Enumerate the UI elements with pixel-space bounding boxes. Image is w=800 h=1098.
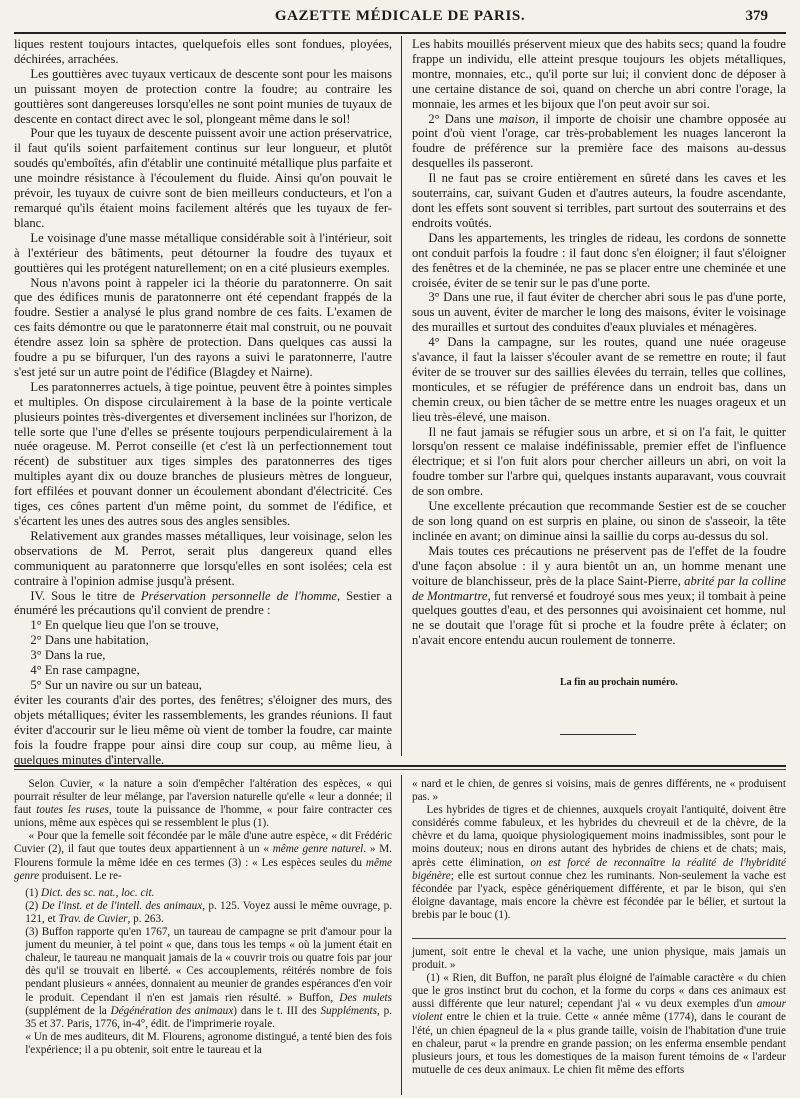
text: (2) [25, 899, 42, 912]
text: , il importe de choisir une chambre opposée au point d'où vient l'orage, car très-probablement les nuages lanceront la foudre de préférence sur la première face des maisons au-dessus desquelles ils passeront. [412, 111, 786, 171]
text: , fut renversé et foudroyé sous mes yeux; il tombait à peine quelques gouttes d'eau, et des personnes qui avoisinaient cet homme, nul ne se doutait que l'orage fût si proche et la foudre prête à éclater; on n'avait encore entendu aucun roulement de tonnerre. [412, 588, 786, 648]
italic-text: Dict. des sc. nat., loc. cit. [41, 886, 155, 899]
paragraph: « nard et le chien, de genres si voisins, mais de genres différents, ne « produisent pas. » [412, 778, 786, 804]
text: IV. Sous le titre de [30, 588, 141, 603]
paragraph [14, 589, 392, 619]
italic-text: Dégénération des animaux [110, 1004, 234, 1017]
paragraph: Les paratonnerres actuels, à tige pointue, peuvent être à pointes simples et multiples. On dispose circulairement à la base de la pointe verticale plusieurs pointes très-divergentes et diversement inclinées sur l'horizon, de telle sorte que l'une d'elles se présente toujours perpendiculairement à la nuée orageuse. M. Perrot conseille (et c'est là un perfectionnement tout récent) de substituer aux tiges simples des paratonnerres des tiges multiples ayant dix ou douze branches de plusieurs mètres de longueur, fort effilées et pouvant donner un écoulement abondant d'électricité. Ces tiges, ces cônes partent d'un même point, du sommet de l'édifice, et s'écartent les unes des autres sous des angles sensibles. [14, 379, 392, 528]
paragraph: Relativement aux grandes masses métalliques, leur voisinage, selon les observations de M. Perrot, serait plus dangereux quand elles communiquent au paratonnerre que lorsqu'elles en sont isolées; cela est contraire à l'opinion admise jusqu'à présent. [14, 528, 392, 588]
text: (1) « Rien, dit Buffon, ne paraît plus éloigné de l'aimable caractère « du chien que le gros instinct brut du cochon, et la forme du corps « dans ces animaux est aussi différente que leur naturel; cependant j'ai « vu deux exemples d'un [412, 972, 786, 1011]
footnote [14, 887, 392, 900]
list-item: 2° Dans une habitation, [30, 633, 149, 648]
text: Les hybrides de tigres et de chiennes, auxquels croyait l'antiquité, doivent être considérés comme fabuleux, et les hybrides du chevreuil et de la chèvre, de la chèvre et du lama, quoique physiologiquement moins inadmissibles, sont pour le moins douteux; nous en dirons autant des hybrides de chiens et de chats; mais, après cette élimination, [412, 804, 786, 869]
text: Selon Cuvier, « la nature a soin d'empêcher l'altération des espèces, « qui pourrait résulter de leur mélange, par l'aversion naturelle qu'elle « leur a donnée; il faut [14, 778, 392, 817]
article-end-rule [560, 734, 636, 735]
text: (1) [25, 886, 42, 899]
journal-title: GAZETTE MÉDICALE DE PARIS. [274, 8, 526, 24]
list-item: 3° Dans la rue, [30, 648, 106, 663]
text: produisent. Le re- [39, 869, 122, 882]
column-divider [401, 36, 402, 756]
paragraph: Pour que les tuyaux de descente puissent avoir une action préservatrice, il faut qu'ils soient parfaitement continus sur leur longueur, et plutôt soudés qu'emboîtés, afin d'établir une continuité métallique plus parfaite et une moindre résistance à l'écoulement du fluide. Ainsi qu'on pouvait le prévoir, les tuyaux de cuivre sont de bien meilleurs conducteurs, et l'on a remarqué qu'ils étaient moins facilement altérés que les tuyaux de fer-blanc. [14, 126, 392, 230]
italic-text: Des mulets [339, 991, 392, 1004]
paragraph: 3° Dans une rue, il faut éviter de chercher abri sous le pas d'une porte, sous un auvent, éviter de marcher le long des maisons, éviter le voisinage des murailles et surtout des conduites d'eaux pluviales et ménagères. [412, 290, 786, 335]
text: , toute la puissance de l'homme, « pour faire contracter ces unions, même aux espèces qui se ressemblent le plus (1). [14, 804, 392, 830]
paragraph: Les gouttières avec tuyaux verticaux de descente sont pour les maisons un puissant moyen de protection contre la foudre; au contraire les gouttières sont dangereuses lorsqu'elles ne sont point munies de tuyaux de descente en contact direct avec le sol, plongeant même dans le sol! [14, 66, 392, 126]
italic-text: même genre naturel [272, 843, 364, 856]
italic-text: Trav. de Cuvier [58, 912, 128, 925]
paragraph [412, 804, 786, 922]
paragraph: Il ne faut pas se croire entièrement en sûreté dans les caves et les souterrains, car, suivant Guden et d'autres auteurs, la foudre ascendante, dont les effets sont souvent si terribles, part surtout des souterrains et des endroits voûtés. [412, 171, 786, 230]
precautions-list [14, 618, 392, 693]
text: , p. 125. Voyez aussi le même ouvrage, p. 121, et [25, 899, 393, 925]
paragraph: Dans les appartements, les tringles de rideau, les cordons de sonnette ont conduit parfois la foudre : il faut donc s'en éloigner; il faut s'éloigner des fenêtres et de la cheminée, ne pas se placer entre une cheminée et une croisée, éviter de se tenir sur le pas d'une porte. [412, 230, 786, 290]
list-item: 5° Sur un navire ou sur un bateau, [30, 677, 202, 692]
paragraph: Une excellente précaution que recommande Sestier est de se coucher de son long quand on est surpris en plaine, ou sinon de s'asseoir, la tête inclinée en avant; on diminue ainsi la saillie du corps au-dessus du sol. [412, 499, 786, 543]
footnote-continued: jument, soit entre le cheval et la vache, une union physique, mais jamais un produit. » [412, 946, 786, 972]
italic-text: on est forcé de reconnaître la réalité de l'hybridité bigénère [412, 856, 786, 882]
text: ; elle est surtout connue chez les ruminants. Non-seulement la vache est fécondée par l'yack, espèce génériquement différente, et par le bison, qui s'en éloigne davantage, mais encore la chèvre est fécondée par le bélier, et surtout la brebis par le bouc (1). [412, 869, 786, 921]
footnote [14, 926, 392, 1031]
paragraph: éviter les courants d'air des portes, des fenêtres; s'éloigner des murs, des objets métalliques; éviter les rassemblements, les grandes réunions. Il faut éviter d'accourir sur le lieu même où vient de tomber la foudre, car mainte fois la foudre frappe pour ainsi dire coup sur coup, au même lieu, à quelques minutes d'intervalle. [14, 692, 392, 767]
page-number: 379 [745, 8, 768, 24]
list-item: 4° En rase campagne, [30, 663, 140, 678]
feuilleton-column-left [14, 778, 392, 1094]
footnote [14, 900, 392, 926]
paragraph: Il ne faut jamais se réfugier sous un arbre, et si on l'a fait, le quitter lorsqu'on ressent ce malaise indéfinissable, premier effet de l'influence électrique; et si l'on fuit alors pour chercher ailleurs un abri, on voit la foudre tomber sur l'arbre qui, quelques instants auparavant, vous couvrait de son ombre. [412, 424, 786, 499]
feuilleton-column-right [412, 778, 786, 932]
italic-text: Préservation personnelle de l'homme [140, 588, 338, 603]
list-item: 1° En quelque lieu que l'on se trouve, [30, 618, 219, 633]
italic-text: Suppléments [320, 1004, 377, 1017]
paragraph [412, 544, 786, 648]
paragraph: liques restent toujours intactes, quelquefois elles sont fondues, ployées, déchirées, arrachées. [14, 37, 392, 66]
text: « Pour que la femelle soit fécondée par le mâle d'une autre espèce, « dit Frédéric Cuvier (2), il faut que toutes deux appartiennent à un « [14, 830, 392, 856]
text: (3) Buffon rapporte qu'en 1767, un taureau de campagne se prit d'amour pour la jument du meunier, à tel point « que, dans tous les temps « où la jument était en chaleur, le taureau ne manquait jamais de la « couvrir trois ou quatre fois par jour dès qu'il se trouvait en liberté. « Ces accouplements, réitérés nombre de fois pendant plusieurs « années, donnaient au meunier de grandes espérances d'en voir le produit. Cependant il n'en est jamais rien résulté. » Buffon, [25, 926, 392, 1004]
paragraph: Le voisinage d'une masse métallique considérable soit à l'intérieur, soit à l'extérieur des bâtiments, peut détourner la foudre des tuyaux et gouttières qui les protégent naturellement; on en a cité plusieurs exemples. [14, 230, 392, 275]
italic-text: même genre [14, 856, 392, 882]
paragraph [14, 830, 392, 882]
column-divider-bottom [401, 775, 402, 1095]
text: , Sestier a énuméré les précautions qu'il convient de prendre : [14, 588, 392, 618]
text: , p. 35 et 37. Paris, 1776, in-4°, édit. de l'imprimerie royale. [25, 1004, 393, 1030]
footnote [412, 972, 786, 1077]
text: . » M. Flourens formule la même idée en ces termes (3) : « Les espèces seules du [14, 843, 392, 869]
text: (supplément de la [25, 1004, 111, 1017]
article-column-right [412, 37, 786, 697]
footnote: « Un de mes auditeurs, dit M. Flourens, agronome distingué, a tenté bien des fois l'expérience; il a pu obtenir, soit entre le taureau et la [25, 1030, 392, 1056]
paragraph: Nous n'avons point à rappeler ici la théorie du paratonnerre. On sait que des édifices munis de paratonnerre ont été cependant frappés de la foudre. Sestier a analysé le plus grand nombre de ces faits. L'examen de ces faits démontre ou que le paratonnerre était mal construit, ou ne pouvait étendre assez loin sa sphère de protection. Dans quelques cas aussi la foudre a pu se bifurquer, l'un des rayons a suivi le paratonnerre, l'autre s'est jeté sur un autre point de l'édifice (Blagdey et Nairne). [14, 275, 392, 379]
text: , p. 263. [127, 912, 164, 925]
italic-text: maison [498, 111, 536, 126]
italic-text: amour violent [412, 998, 786, 1024]
paragraph [412, 112, 786, 172]
text: Mais toutes ces précautions ne préservent pas de l'effet de la foudre d'une façon absolue : il y aura bientôt un an, un homme menant une voiture de blanchisseur, près de la place Saint-Pierre, [412, 543, 786, 588]
paragraph: 4° Dans la campagne, sur les routes, quand une nuée orageuse s'avance, il faut la laisser s'écouler avant de se remettre en route; il faut éviter de se trouver sur des saillies élevées du terrain, telles que collines, monticules, et se réfugier de préférence dans un endroit bas, dans un chemin creux, ou bien tâcher de se mettre entre les nuages orageux et un lieu très-élevé, une maison. [412, 335, 786, 424]
italic-text: De l'inst. et de l'intell. des animaux [41, 899, 203, 912]
footnotes [14, 887, 392, 1057]
continued-note: La fin au prochain numéro. [560, 677, 678, 688]
section-rule-thin [14, 769, 786, 770]
section-rule [14, 765, 786, 767]
paragraph: Les habits mouillés préservent mieux que des habits secs; quand la foudre frappe un individu, elle atteint presque toujours les objets métalliques, montre, monnaies, etc., qu'il porte sur lui; il convient donc de déposer à une certaine distance de soi, quand on cherche un abri contre l'orage, la monnaie, les armes et les bijoux que l'on peut avoir sur soi. [412, 37, 786, 111]
paragraph [14, 778, 392, 830]
page-header [10, 6, 790, 28]
footnote-separator [412, 938, 786, 939]
italic-text: toutes les ruses [36, 804, 109, 817]
italic-text: abrité par la colline de Montmartre [412, 573, 786, 603]
text: entre le chien et la truie. Cette « année même (1774), dans le courant de l'été, un chien épagneul de la « plus grande taille, voisin de l'habitation d'une truie en chaleur, parut « la prendre en grande passion; on les enferma ensemble pendant plusieurs jours, et tous les domestiques de la maison furent témoins de « l'ardeur mutuelle de ces deux animaux. Le chien fit même des efforts [412, 1011, 786, 1076]
feuilleton-notes-right [412, 946, 786, 1096]
text: 2° Dans une [428, 111, 499, 126]
article-column-left [14, 37, 392, 767]
header-rule [14, 32, 786, 34]
text: ) dans le t. III des [233, 1004, 321, 1017]
